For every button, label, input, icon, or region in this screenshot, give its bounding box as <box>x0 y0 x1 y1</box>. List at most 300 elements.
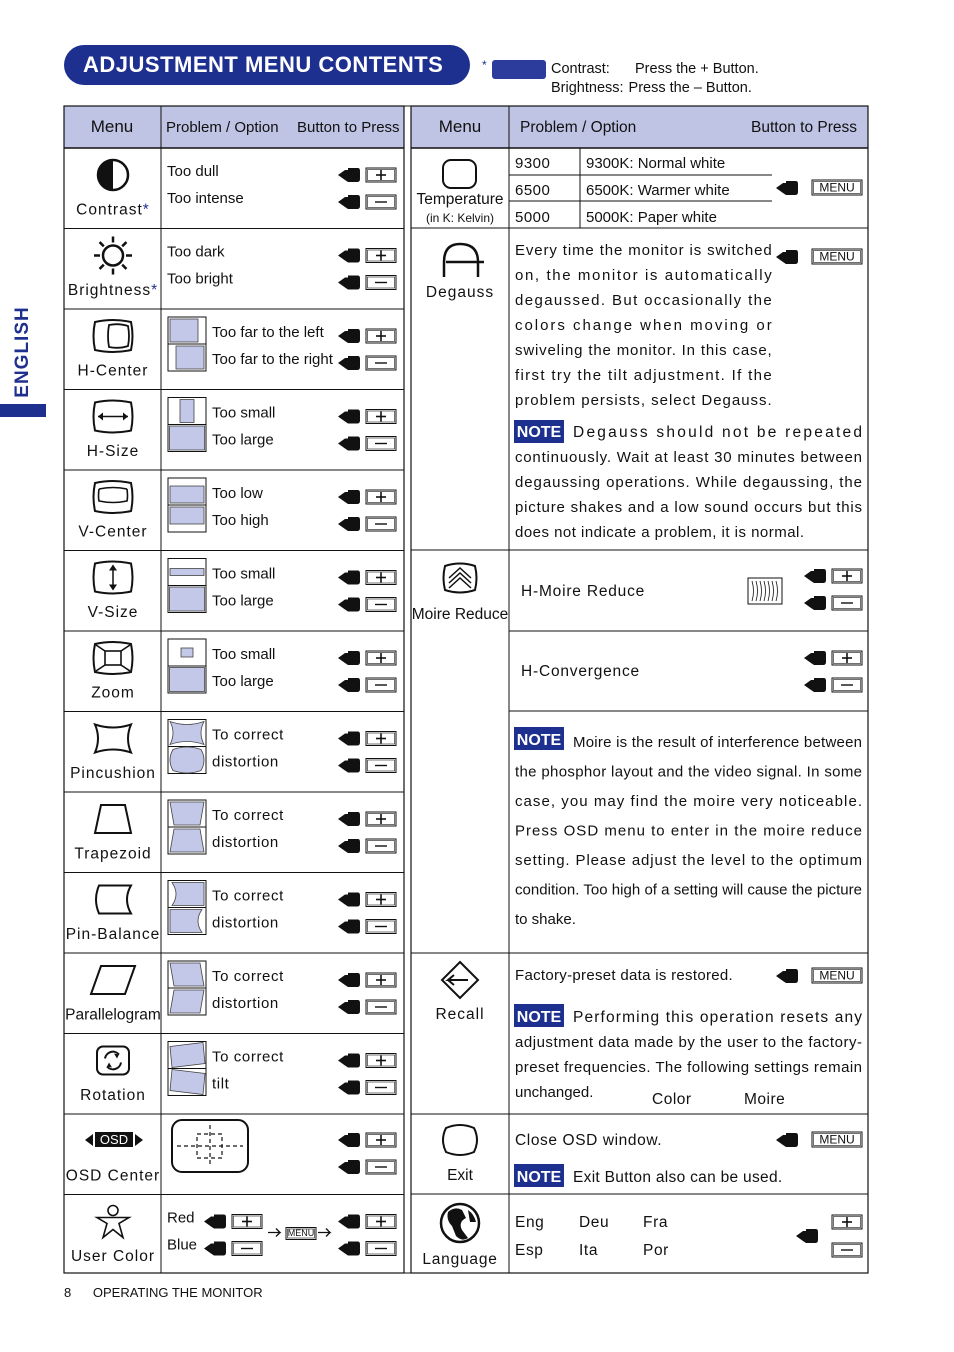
menu-row-parallelogram[interactable] <box>64 953 404 1024</box>
recall-note-text: Performing this operation resets any <box>573 1009 862 1026</box>
hand-finger <box>812 575 826 577</box>
menu-row-osd-center[interactable] <box>64 1114 404 1185</box>
pointing-hand-icon <box>338 276 360 290</box>
pointing-hand-icon <box>804 596 826 610</box>
hand-finger <box>812 684 826 686</box>
option-line-1: To correct <box>212 887 284 905</box>
user-color-blue: Blue <box>167 1236 198 1254</box>
hand-finger <box>346 926 360 928</box>
degauss-note-text: continuously. Wait at least 30 minutes between <box>515 449 862 466</box>
plus-button[interactable] <box>832 1215 862 1229</box>
option-line-1: To correct <box>212 968 284 985</box>
recall-note-text: adjustment data made by the user to the factory- <box>515 1034 862 1051</box>
moire-option-2: H-Convergence <box>521 663 640 680</box>
minus-button[interactable] <box>366 920 396 934</box>
degauss-note-text: picture shakes and a low sound occurs but this <box>515 499 862 516</box>
temperature-icon <box>443 160 476 188</box>
sample-shape <box>170 829 204 852</box>
language-option: Eng <box>515 1214 545 1231</box>
sample-preview <box>170 829 204 852</box>
temperature-desc: 6500K: Warmer white <box>586 182 730 199</box>
option-line-2: Too far to the right <box>212 351 333 368</box>
menu-name: Trapezoid <box>74 845 152 863</box>
rotation-icon <box>97 1047 129 1075</box>
menu-name: Zoom <box>91 684 135 702</box>
option-line-1: Too dull <box>167 163 219 180</box>
sample-shape <box>170 1043 205 1068</box>
menu-name: OSD Center <box>65 1167 161 1185</box>
pointing-hand-icon <box>338 437 360 451</box>
zoom-box <box>105 651 121 665</box>
pointing-hand-icon <box>338 1133 360 1147</box>
minus-button[interactable] <box>832 678 862 692</box>
hand-finger <box>346 255 360 257</box>
recall-arrow <box>448 975 468 985</box>
moire-note-text: setting. Please adjust the level to the optimum <box>515 852 862 869</box>
note-label: NOTE <box>516 732 562 749</box>
hand-finger <box>804 1235 818 1237</box>
hand-finger <box>812 657 826 659</box>
option-line-2: distortion <box>212 995 279 1012</box>
moire-note-text: to shake. <box>515 911 576 928</box>
side-tab-label: ENGLISH <box>12 306 33 398</box>
menu-row-brightness[interactable] <box>64 229 404 300</box>
hand-finger <box>346 604 360 606</box>
hand-finger <box>812 602 826 604</box>
option-line-2: Too intense <box>167 190 244 207</box>
star-marker: * <box>151 282 159 299</box>
temperature-code: 6500 <box>515 182 551 199</box>
option-line-2: Too high <box>212 512 269 529</box>
option-line-2: distortion <box>212 753 279 771</box>
minus-button[interactable] <box>832 1243 862 1257</box>
option-line-1: To correct <box>212 726 284 744</box>
pointing-hand-icon <box>796 1229 818 1243</box>
pointing-hand-icon <box>776 250 798 264</box>
minus-button[interactable] <box>366 1000 396 1014</box>
menu-key-label: MENU <box>287 1228 315 1238</box>
menu-row-trapezoid[interactable] <box>64 792 404 863</box>
menu-row-contrast[interactable] <box>76 160 396 219</box>
pointing-hand-icon <box>204 1215 226 1229</box>
degauss-text: swiveling the monitor. In this case, <box>515 342 772 359</box>
sample-preview <box>170 910 202 933</box>
temperature-desc: 5000K: Paper white <box>586 209 717 226</box>
pointing-hand-icon <box>338 732 360 746</box>
osd-badge-label: OSD <box>99 1132 129 1147</box>
menu-row-v-size[interactable] <box>64 551 404 622</box>
plus-button[interactable] <box>366 1215 396 1229</box>
hand-finger <box>346 818 360 820</box>
hand-finger <box>212 1248 226 1250</box>
h-center-icon <box>94 320 133 352</box>
pointing-hand-icon <box>338 893 360 907</box>
hand-finger <box>346 657 360 659</box>
menu-row-language[interactable] <box>422 1204 862 1268</box>
pointing-hand-icon <box>338 410 360 424</box>
hand-finger <box>346 979 360 981</box>
degauss-icon <box>444 244 484 277</box>
sample-shape <box>170 910 202 933</box>
sample-preview <box>170 1043 205 1068</box>
hand-finger <box>784 975 798 977</box>
menu-button[interactable] <box>812 180 862 195</box>
option-line-2: distortion <box>212 914 279 932</box>
zoom-icon <box>94 642 133 674</box>
plus-button[interactable] <box>366 1054 396 1068</box>
sample-preview <box>170 426 205 450</box>
menu-button[interactable] <box>812 249 862 264</box>
v-center-icon <box>94 481 133 513</box>
hand-finger <box>346 174 360 176</box>
menu-name: Parallelogram <box>65 1006 161 1024</box>
language-option: Por <box>643 1242 669 1259</box>
legend-brightness-text: Press the – Button. <box>628 80 752 96</box>
legend-star: * <box>482 58 487 72</box>
hand-finger <box>346 899 360 901</box>
menu-row-v-center[interactable] <box>64 470 404 541</box>
pointing-hand-icon <box>338 973 360 987</box>
sun-ray <box>122 242 126 246</box>
hand-finger <box>346 362 360 364</box>
menu-key-label: MENU <box>819 1132 855 1147</box>
moire-note-text: the phosphor layout and the video signal. In some <box>515 763 862 781</box>
recall-kept-moire: Moire <box>744 1091 786 1108</box>
menu-row-h-center[interactable] <box>64 309 404 380</box>
exit-note-text: Exit Button also can be used. <box>573 1169 783 1186</box>
minus-button[interactable] <box>366 759 396 773</box>
degauss-name: Degauss <box>425 284 495 301</box>
plus-button[interactable] <box>366 249 396 263</box>
pointing-hand-icon <box>804 569 826 583</box>
pointing-hand-icon <box>804 678 826 692</box>
degauss-note-text: Degauss should not be repeated <box>573 424 862 441</box>
footer-section: OPERATING THE MONITOR <box>92 1285 263 1300</box>
user-body <box>97 1218 129 1238</box>
contrast-icon <box>98 160 128 190</box>
sample-shape <box>170 426 205 450</box>
hand-finger <box>346 738 360 740</box>
hand-finger <box>346 1060 360 1062</box>
plus-button[interactable] <box>832 651 862 665</box>
sample-preview <box>172 883 204 906</box>
pointing-hand-icon <box>338 1081 360 1095</box>
option-line-1: Too far to the left <box>212 324 324 341</box>
sample-preview <box>170 747 204 773</box>
sun-ray <box>100 242 104 246</box>
pointing-hand-icon <box>776 1133 798 1147</box>
language-option: Deu <box>579 1214 610 1231</box>
note-label: NOTE <box>516 1009 562 1026</box>
rotation-arrows <box>105 1052 121 1070</box>
menu-key-label: MENU <box>819 968 855 983</box>
hand-finger <box>346 443 360 445</box>
plus-button[interactable] <box>366 1133 396 1147</box>
pointing-hand-icon <box>776 181 798 195</box>
sample-preview <box>181 648 193 657</box>
sample-shape <box>170 963 204 986</box>
sun-ray <box>122 265 126 269</box>
hand-finger <box>346 416 360 418</box>
plus-button[interactable] <box>366 893 396 907</box>
recall-note-text: preset frequencies. The following settings remain <box>515 1059 862 1076</box>
menu-name: Pin-Balance <box>65 926 161 943</box>
hand-finger <box>346 201 360 203</box>
sample-preview <box>170 802 204 825</box>
menu-name: V-Center <box>78 523 148 541</box>
menu-name: Contrast* <box>76 201 150 219</box>
footer <box>64 1285 263 1300</box>
moire-lines <box>449 568 471 588</box>
language-option: Fra <box>643 1214 669 1231</box>
right-header-button: Button to Press <box>751 119 857 136</box>
sample-shape <box>170 990 204 1013</box>
sample-shape <box>170 668 205 692</box>
pin-balance-shape <box>96 886 131 914</box>
sample-preview <box>170 507 204 524</box>
menu-row-moire-reduce[interactable] <box>411 564 868 954</box>
plus-button[interactable] <box>366 812 396 826</box>
menu-name: V-Size <box>87 604 139 621</box>
minus-button[interactable] <box>366 437 396 451</box>
menu-name: Rotation <box>80 1087 146 1104</box>
pointing-hand-icon <box>338 1242 360 1256</box>
menu-row-recall[interactable] <box>411 962 868 1114</box>
sample-shape <box>170 747 204 773</box>
degauss-text: degaussed. But occasionally the <box>515 292 772 309</box>
pincushion-icon <box>95 725 131 753</box>
option-line-1: Too low <box>212 485 263 502</box>
option-line-2: Too large <box>212 431 274 449</box>
left-header-button: Button to Press <box>297 119 400 136</box>
hand-finger <box>346 335 360 337</box>
sample-preview <box>170 963 204 986</box>
menu-row-zoom[interactable] <box>64 631 404 702</box>
globe-land <box>448 1208 477 1239</box>
degauss-text: first try the tilt adjustment. If the <box>515 367 772 384</box>
sample-shape <box>170 319 198 342</box>
temperature-code: 5000 <box>515 209 551 226</box>
hand-finger <box>346 282 360 284</box>
menu-button[interactable] <box>812 968 862 983</box>
option-line-1: Too small <box>212 646 276 663</box>
sample-preview <box>170 319 198 342</box>
moire-note-text: Press OSD menu to enter in the moire reduce <box>515 822 862 840</box>
temperature-code: 9300 <box>515 155 551 172</box>
degauss-text: Every time the monitor is switched <box>515 242 772 259</box>
hand-finger <box>346 1221 360 1223</box>
sample-preview <box>170 990 204 1013</box>
pointing-hand-icon <box>338 517 360 531</box>
trapezoid-icon <box>95 805 131 833</box>
plus-button[interactable] <box>232 1215 262 1229</box>
monitor-outline <box>94 481 133 513</box>
pointing-hand-icon <box>338 571 360 585</box>
parallelogram-icon <box>91 966 135 994</box>
moire-name: Moire Reduce <box>411 606 509 623</box>
sun-icon <box>94 237 132 275</box>
option-line-2: Too large <box>212 673 274 690</box>
minus-button[interactable] <box>366 1081 396 1095</box>
menu-row-user-color[interactable] <box>64 1195 404 1266</box>
parallelogram-shape <box>91 966 135 994</box>
page-number: 8 <box>64 1285 72 1300</box>
minus-button[interactable] <box>366 276 396 290</box>
contrast-half <box>98 160 113 190</box>
user-head <box>108 1206 118 1216</box>
sun-ray <box>100 265 104 269</box>
plus-button[interactable] <box>366 732 396 746</box>
pointing-hand-icon <box>338 490 360 504</box>
minus-button[interactable] <box>366 195 396 209</box>
minus-button[interactable] <box>366 598 396 612</box>
degauss-note-text: degaussing operations. While degaussing, the <box>515 474 862 491</box>
sample-shape <box>170 569 204 576</box>
plus-button[interactable] <box>366 410 396 424</box>
inner-screen <box>108 324 129 348</box>
user-color-icon <box>97 1206 129 1238</box>
note-label: NOTE <box>516 1169 562 1186</box>
menu-row-pincushion[interactable] <box>64 712 404 783</box>
minus-button[interactable] <box>366 356 396 370</box>
plus-button[interactable] <box>366 329 396 343</box>
hand-finger <box>346 1087 360 1089</box>
pointing-hand-icon <box>338 1054 360 1068</box>
degauss-text: on, the monitor is automatically <box>515 267 772 284</box>
sample-shape <box>176 346 204 369</box>
plus-button[interactable] <box>366 571 396 585</box>
rotation-heads <box>107 1054 119 1068</box>
pointing-hand-icon <box>338 329 360 343</box>
temperature-sub: (in K: Kelvin) <box>425 211 495 225</box>
hand-finger <box>346 1248 360 1250</box>
option-line-2: Too large <box>212 592 274 610</box>
right-header-menu: Menu <box>438 117 482 136</box>
moire-note-text: condition. Too high of a setting will cause the picture <box>515 881 862 899</box>
menu-name: H-Size <box>86 443 140 460</box>
degauss-text: problem persists, select Degauss. <box>515 392 772 409</box>
exit-name: Exit <box>447 1167 473 1184</box>
pincushion-shape <box>95 725 131 753</box>
hand-finger <box>346 845 360 847</box>
menu-row-exit[interactable] <box>411 1125 868 1194</box>
inner-screen <box>99 489 128 503</box>
sample-shape <box>172 883 204 906</box>
option-line-1: To correct <box>212 1048 284 1066</box>
sample-shape <box>170 486 204 503</box>
menu-row-rotation[interactable] <box>64 1034 404 1105</box>
pointing-hand-icon <box>338 356 360 370</box>
hand-finger <box>346 1139 360 1141</box>
plus-button[interactable] <box>832 569 862 583</box>
exit-icon <box>443 1125 477 1155</box>
temperature-desc: 9300K: Normal white <box>586 155 726 172</box>
minus-button[interactable] <box>232 1242 262 1256</box>
trapezoid-shape <box>95 805 131 833</box>
hand-finger <box>346 765 360 767</box>
hand-finger <box>346 1006 360 1008</box>
pointing-hand-icon <box>776 969 798 983</box>
menu-button[interactable] <box>286 1228 316 1240</box>
hand-finger <box>346 1166 360 1168</box>
recall-note-text: unchanged. <box>515 1084 594 1101</box>
minus-button[interactable] <box>366 839 396 853</box>
minus-button[interactable] <box>366 517 396 531</box>
hand-finger <box>784 1139 798 1141</box>
note-label: NOTE <box>516 424 562 441</box>
language-name: Language <box>422 1251 498 1268</box>
plus-button[interactable] <box>366 973 396 987</box>
menu-button[interactable] <box>812 1132 862 1147</box>
sample-preview <box>170 569 204 576</box>
pointing-hand-icon <box>338 1160 360 1174</box>
sample-shape <box>170 507 204 524</box>
minus-button[interactable] <box>832 596 862 610</box>
pointing-hand-icon <box>338 249 360 263</box>
option-line-2: Too bright <box>167 270 233 288</box>
moire-note-text: case, you may find the moire very noticeable. <box>515 793 862 810</box>
pointing-hand-icon <box>338 598 360 612</box>
menu-name: H-Center <box>77 362 149 380</box>
sample-shape <box>170 1070 205 1095</box>
language-option: Ita <box>579 1242 599 1259</box>
hand-finger <box>784 256 798 258</box>
minus-button[interactable] <box>366 1160 396 1174</box>
menu-row-temperature[interactable] <box>411 148 868 228</box>
menu-row-pin-balance[interactable] <box>64 873 404 944</box>
menu-row-degauss[interactable] <box>411 242 868 550</box>
menu-row-h-size[interactable] <box>64 390 404 461</box>
option-line-1: Too small <box>212 565 276 583</box>
degauss-text: colors change when moving or <box>515 317 772 334</box>
option-line-2: distortion <box>212 834 279 851</box>
hand-finger <box>346 577 360 579</box>
sample-shape <box>170 722 204 745</box>
pointing-hand-icon <box>804 651 826 665</box>
hand-finger <box>346 523 360 525</box>
pointing-hand-icon <box>338 812 360 826</box>
sample-preview <box>170 1070 205 1095</box>
plus-button[interactable] <box>366 651 396 665</box>
temperature-name: Temperature <box>416 191 504 208</box>
sample-preview <box>170 587 205 611</box>
option-line-1: To correct <box>212 807 284 824</box>
menu-name: Pincushion <box>70 765 156 782</box>
language-option: Esp <box>515 1242 544 1259</box>
star-marker: * <box>142 201 150 219</box>
h-size-icon <box>94 401 133 433</box>
menu-key-label: MENU <box>819 180 855 195</box>
minus-button[interactable] <box>366 678 396 692</box>
pointing-hand-icon <box>338 678 360 692</box>
sample-shape <box>180 400 194 423</box>
plus-button[interactable] <box>366 490 396 504</box>
legend-contrast-text: Press the + Button. <box>635 61 759 77</box>
menu-name: User Color <box>70 1248 156 1265</box>
sample-shape <box>170 802 204 825</box>
page-title: ADJUSTMENT MENU CONTENTS <box>64 45 470 85</box>
exit-text: Close OSD window. <box>515 1132 663 1149</box>
plus-button[interactable] <box>366 168 396 182</box>
option-line-2: tilt <box>212 1075 230 1093</box>
minus-button[interactable] <box>366 1242 396 1256</box>
zoom-lines <box>96 645 130 671</box>
sample-preview <box>170 722 204 745</box>
right-header-problem: Problem / Option <box>520 119 637 136</box>
moire-option-1: H-Moire Reduce <box>521 583 646 600</box>
hand-finger <box>212 1221 226 1223</box>
hand-finger <box>346 684 360 686</box>
